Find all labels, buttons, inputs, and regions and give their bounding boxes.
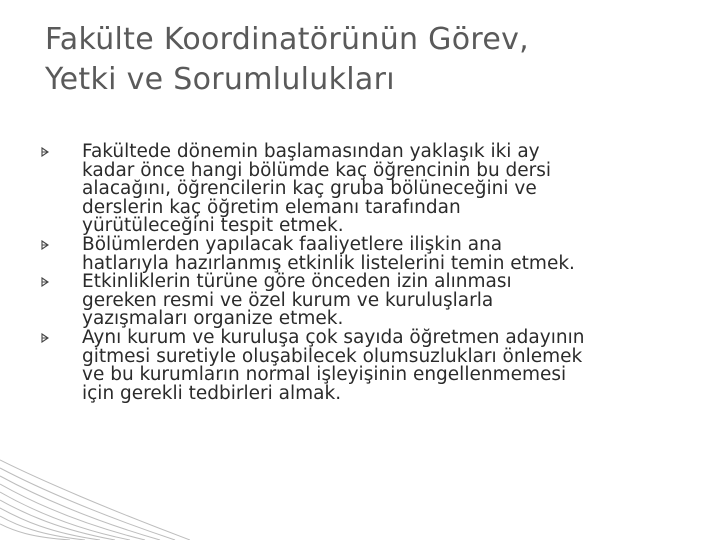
bullet-line: için gerekli tedbirleri almak. — [82, 382, 342, 404]
bullet-list — [40, 143, 690, 403]
bullet-line: kadar önce hangi bölümde kaç öğrencinin bu dersi — [82, 159, 552, 181]
bullet-line: hatlarıyla hazırlanmış etkinlik listelerini temin etmek. — [82, 252, 575, 274]
bullet-line: Etkinliklerin türüne göre önceden izin alınması — [82, 271, 512, 293]
bullet-line: alacağını, öğrencilerin kaç gruba bölüneceğini ve — [82, 178, 537, 200]
bullet-arrow-icon — [40, 147, 50, 157]
bullet-line: derslerin kaç öğretim elemanı tarafından — [82, 196, 461, 218]
bullet-line: Aynı kurum ve kuruluşa çok sayıda öğretmen adayının — [82, 326, 585, 348]
bullet-line: yürütüleceğini tespit etmek. — [82, 215, 344, 237]
slide-title-line-1: Fakülte Koordinatörünün Görev, — [45, 22, 529, 57]
slide-title-line-2: Yetki ve Sorumlulukları — [45, 62, 395, 97]
corner-decoration — [0, 440, 190, 540]
bullet-item — [40, 233, 690, 274]
bullet-line: Bölümlerden yapılacak faaliyetlere ilişkin ana — [82, 233, 503, 255]
bullet-item — [40, 326, 690, 404]
bullet-line: gitmesi suretiyle oluşabilecek olumsuzlukları önlemek — [82, 345, 583, 367]
bullet-line: gereken resmi ve özel kurum ve kuruluşlarla — [82, 289, 494, 311]
slide-title — [45, 20, 685, 100]
bullet-line: yazışmaları organize etmek. — [82, 308, 344, 330]
bullet-line: Fakültede dönemin başlamasından yaklaşık iki ay — [82, 141, 540, 162]
bullet-arrow-icon — [40, 277, 50, 287]
bullet-item — [40, 273, 690, 329]
bullet-line: ve bu kurumların normal işleyişinin engellenmemesi — [82, 364, 567, 386]
bullet-arrow-icon — [40, 240, 50, 250]
bullet-item — [40, 143, 690, 236]
bullet-arrow-icon — [40, 333, 50, 343]
